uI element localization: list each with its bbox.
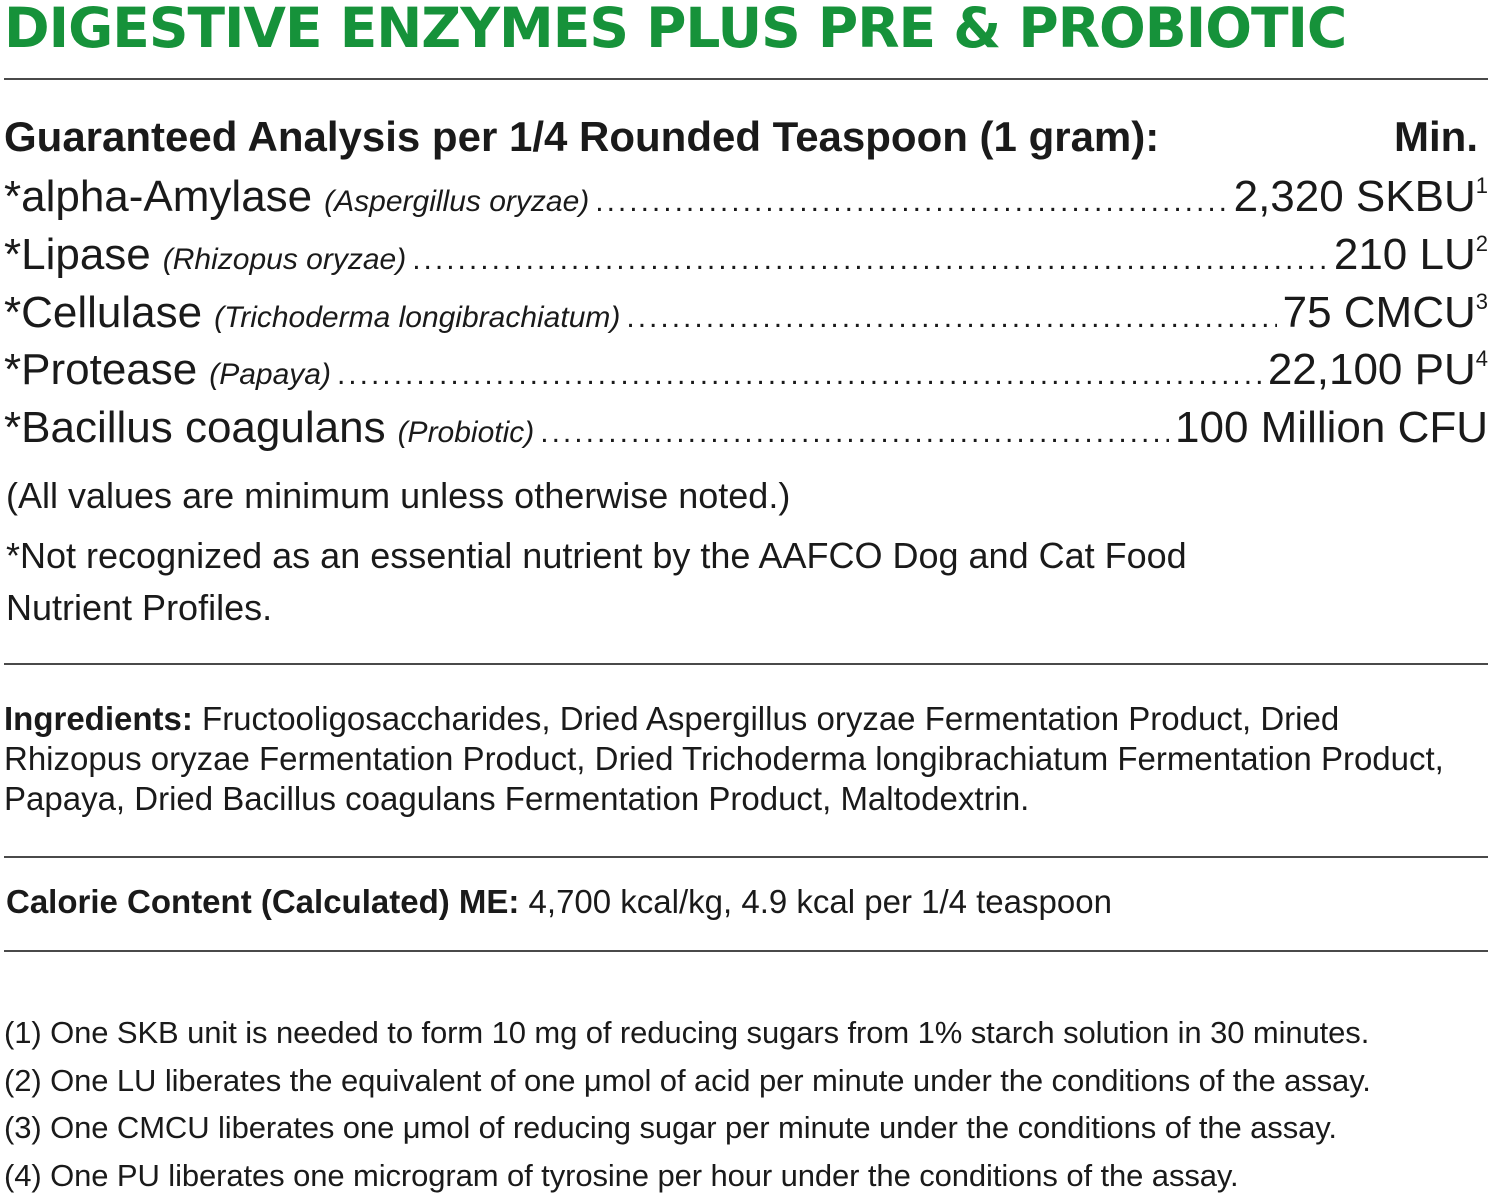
dot-leader <box>540 406 1169 460</box>
footnote-4: (4) One PU liberates one microgram of tyrosine per hour under the conditions of the assay. <box>4 1158 1239 1193</box>
dot-leader <box>412 233 1328 287</box>
enzyme-name: *Bacillus coagulans <box>4 403 386 452</box>
enzyme-name: *Cellulase <box>4 288 203 337</box>
enzyme-source: (Rhizopus oryzae) <box>162 243 407 276</box>
divider-calorie <box>4 856 1488 858</box>
enzyme-amount: 100 Million CFU <box>1175 403 1488 452</box>
footnote-ref: 3 <box>1475 289 1488 314</box>
calorie-label: Calorie Content (Calculated) ME: <box>6 883 520 920</box>
analysis-row <box>4 228 1488 287</box>
ingredients-section <box>4 699 1484 819</box>
ingredients-text: Fructooligosaccharides, Dried Aspergillus oryzae Fermentation Product, Dried Rhizopus oryzae Fermentation Product, Dried Trichoderma longibrachiatum Fermentation Product, Papaya, Dried Bacillus coagulans Fermentation Product, Maltodextrin. <box>4 700 1444 817</box>
calorie-value: 4,700 kcal/kg, 4.9 kcal per 1/4 teaspoon <box>528 883 1112 920</box>
dot-leader <box>337 348 1262 402</box>
analysis-row <box>4 170 1488 229</box>
footnote-1: (1) One SKB unit is needed to form 10 mg of reducing sugars from 1% starch solution in 30 minutes. <box>4 1015 1370 1050</box>
guaranteed-analysis-header <box>4 112 1478 162</box>
minimum-values-note: (All values are minimum unless otherwise noted.) <box>6 475 791 516</box>
enzyme-source: (Papaya) <box>209 358 331 391</box>
min-column-label: Min. <box>1394 113 1478 160</box>
enzyme-source: (Trichoderma longibrachiatum) <box>214 301 621 334</box>
enzyme-amount: 22,100 $PU^4$ <box>1267 345 1488 394</box>
footnote-2: (2) One LU liberates the equivalent of one μmol of acid per minute under the conditions of the assay. <box>4 1063 1371 1098</box>
dot-leader <box>595 175 1227 229</box>
aafco-note-line-1: *Not recognized as an essential nutrient by the AAFCO Dog and Cat Food <box>6 535 1187 576</box>
calorie-section <box>6 882 1486 922</box>
enzyme-name: *alpha-Amylase <box>4 172 313 221</box>
footnote-3: (3) One CMCU liberates one μmol of reducing sugar per minute under the conditions of the assay. <box>4 1110 1337 1145</box>
guaranteed-analysis-heading: Guaranteed Analysis per 1/4 Rounded Teaspoon (1 gram): <box>4 113 1160 160</box>
footnote-ref: 1 <box>1475 173 1488 198</box>
footnote-ref: 2 <box>1475 231 1488 256</box>
analysis-row <box>4 286 1488 345</box>
aafco-note-line-2: Nutrient Profiles. <box>6 587 273 628</box>
enzyme-source: (Probiotic) <box>397 416 535 449</box>
divider-top <box>4 78 1488 80</box>
divider-ingredients <box>4 663 1488 665</box>
enzyme-name: *Protease <box>4 345 198 394</box>
analysis-row <box>4 343 1488 402</box>
divider-footnotes <box>4 950 1488 952</box>
enzyme-amount: 75 CMCU$^3$ <box>1282 288 1488 337</box>
ingredients-label: Ingredients: <box>4 700 193 737</box>
enzyme-name: *Lipase <box>4 230 151 279</box>
dot-leader <box>626 291 1276 345</box>
enzyme-amount: 210 $LU^2$ <box>1333 230 1488 279</box>
enzyme-source: (Aspergillus oryzae) <box>324 185 590 218</box>
enzyme-amount: 2,320 SKBU$^1$ <box>1233 172 1488 221</box>
analysis-row <box>4 401 1488 460</box>
product-title: DIGESTIVE ENZYMES PLUS PRE & PROBIOTIC <box>4 0 1347 60</box>
footnote-ref: 4 <box>1475 346 1488 371</box>
